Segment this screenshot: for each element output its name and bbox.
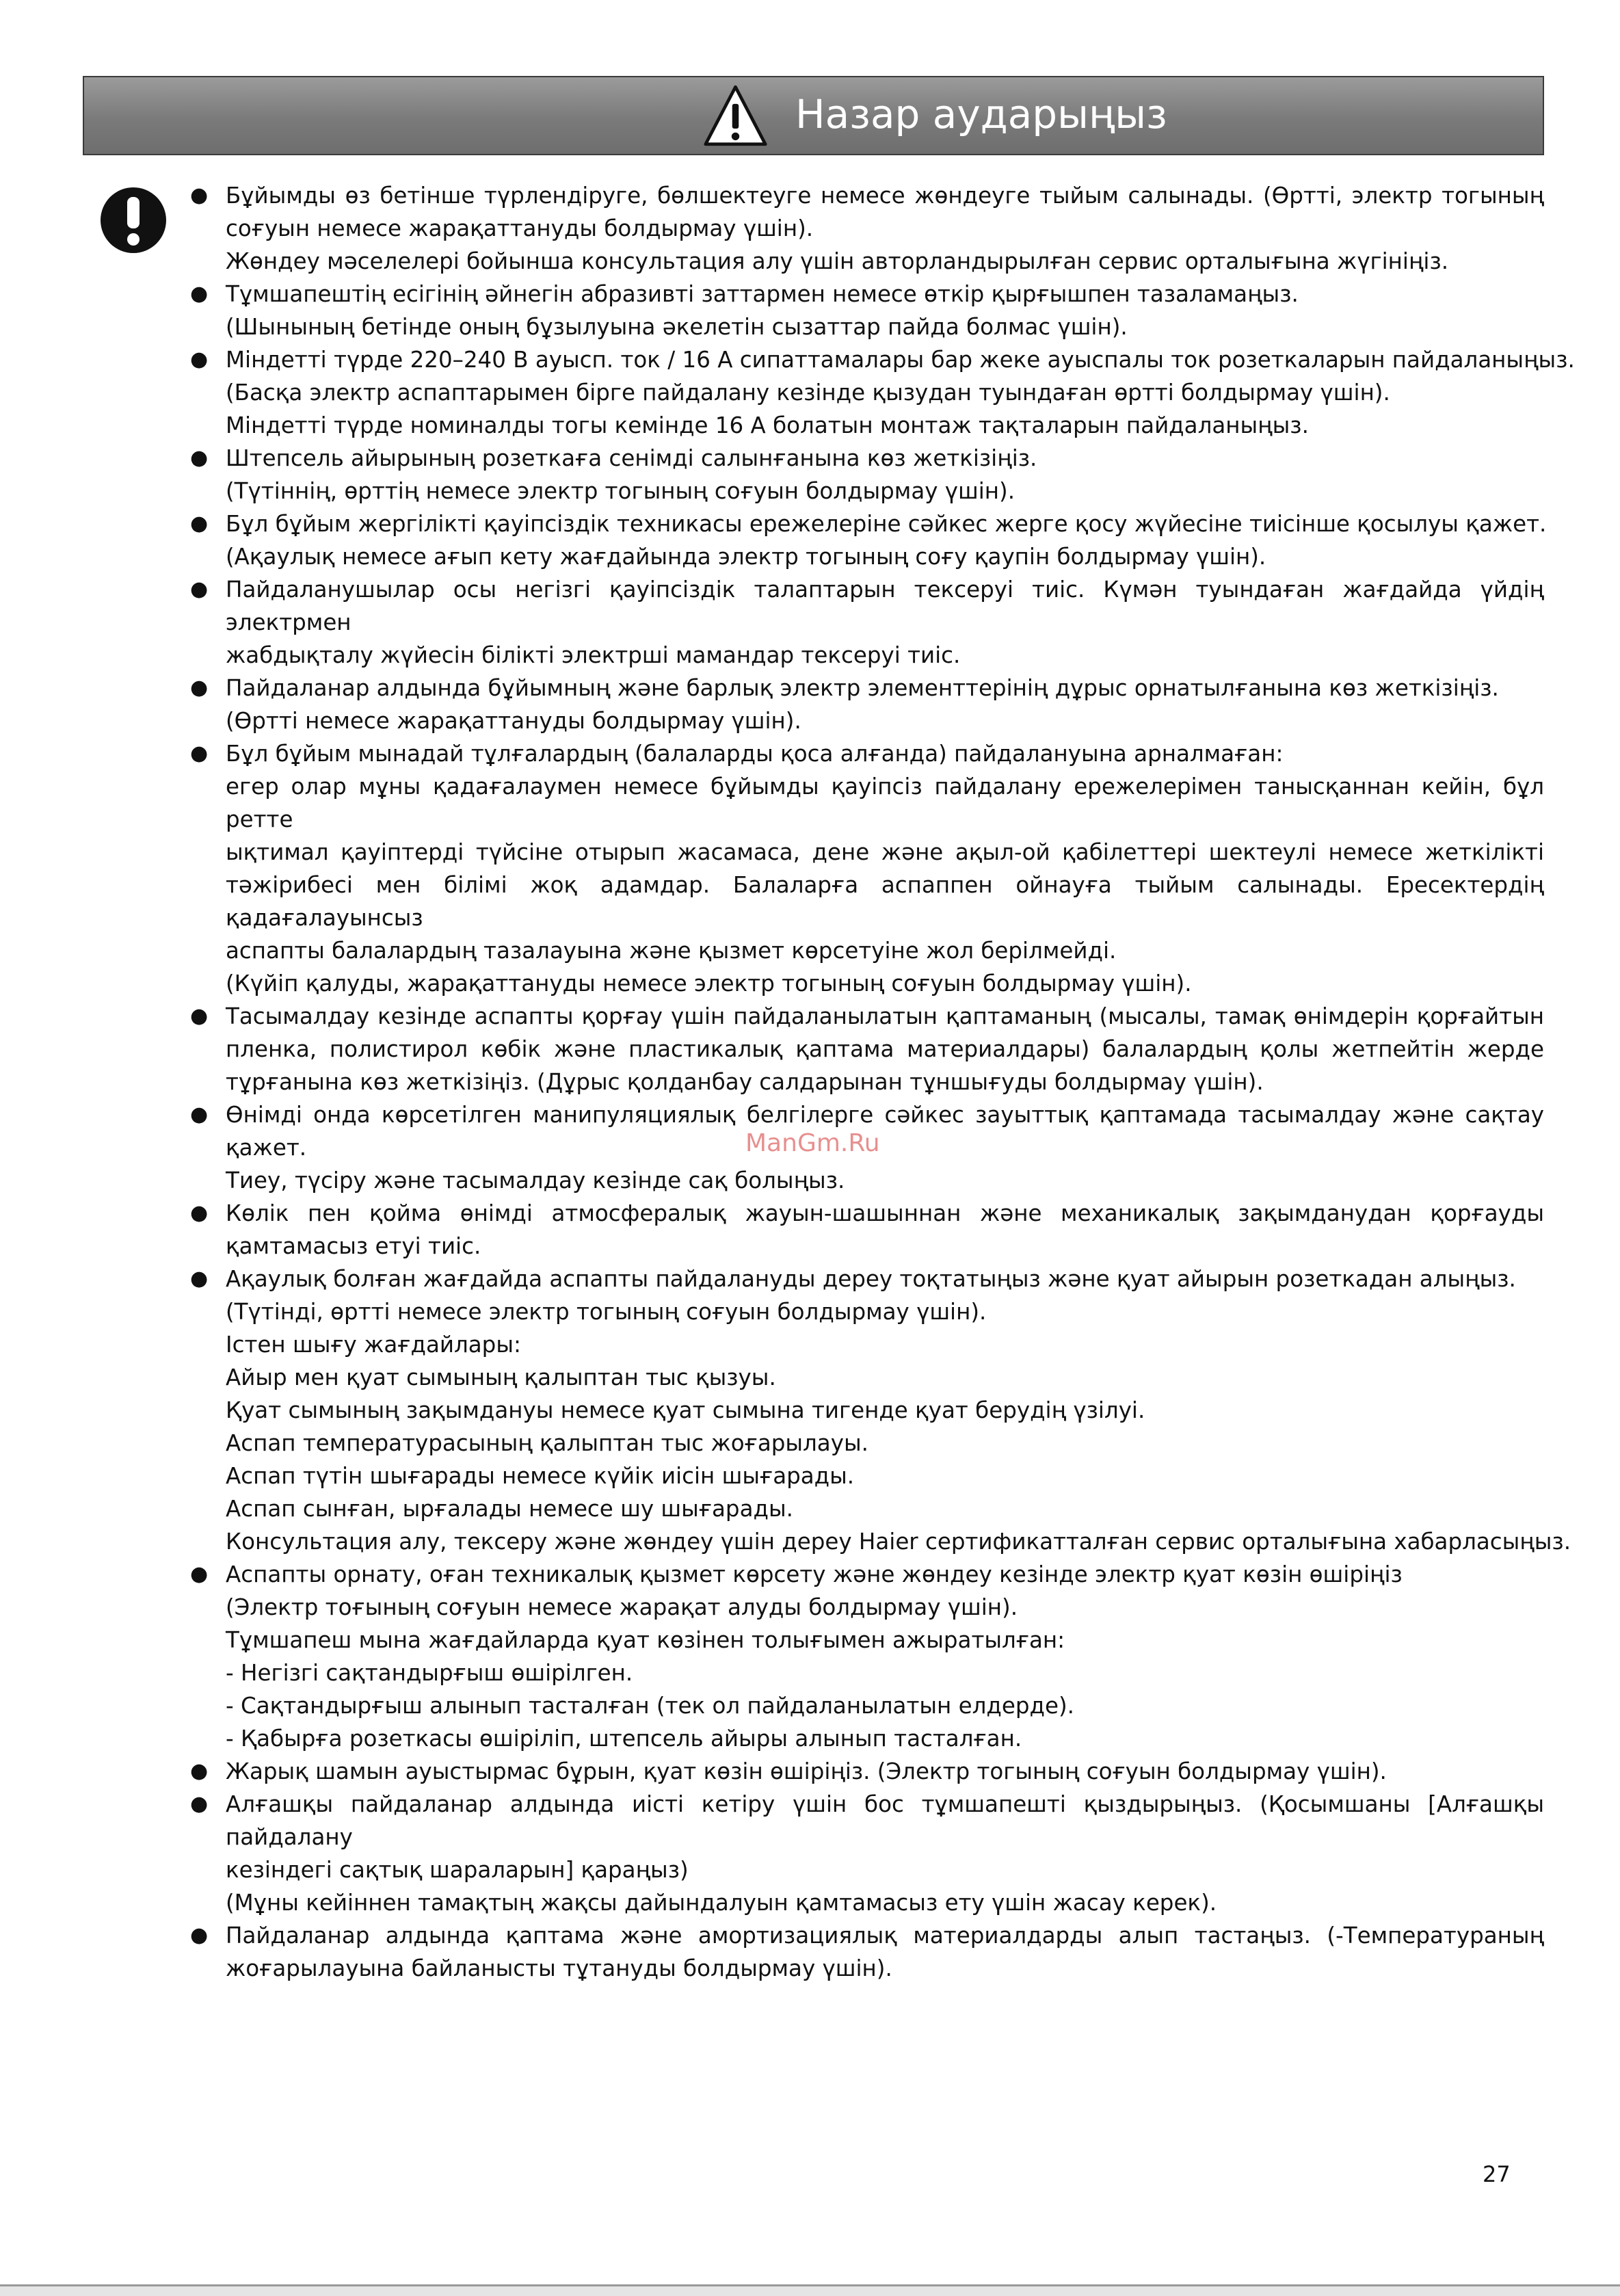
warning-item [190,278,1544,343]
warning-line: тәжірибесі мен білімі жоқ адамдар. Балаларға аспаппен ойнауға тыйым салынады. Ересектердің қадағалауынсыз [226,872,1544,931]
warning-line: Аспапты орнату, оған техникалық қызмет көрсету және жөндеу кезінде электр қуат көзін өшіріңіз [226,1561,1403,1587]
warning-line: Алғашқы пайдаланар алдында иісті кетіру үшін бос тұмшапешті қыздырыңыз. (Қосымшаны [Алғашқы пайдалану [226,1791,1544,1850]
warning-item [190,1755,1544,1788]
warning-line: Аспап түтін шығарады немесе күйік иісін шығарады. [226,1463,855,1489]
mandatory-exclamation-icon [99,186,168,254]
warning-line: Бұйымды өз бетінше түрлендіруге, бөлшектеуге немесе жөндеуге тыйым салынады. (Өртті, электр тогының [226,183,1544,209]
warning-line: Ақаулық болған жағдайда аспапты пайдалануды дереу тоқтатыңыз және қуат айырын розеткадан алыңыз. [226,1266,1516,1292]
warning-line: Бұл бұйым жергілікті қауіпсіздік техникасы ережелеріне сәйкес жерге қосу жүйесіне тиісінше қосылуы қажет. [226,511,1547,537]
warning-line: Штепсель айырының розеткаға сенімді салынғанына көз жеткізіңіз. [226,445,1037,471]
warning-list [190,179,1575,1985]
bullet-icon: ● [190,183,209,207]
warning-line: Бұл бұйым мынадай тұлғалардың (балаларды қоса алғанда) пайдалануына арналмаған: [226,741,1284,767]
warning-line: соғуын немесе жарақаттануды болдырмау үшін). [226,215,814,241]
warning-line: - Негізгі сақтандырғыш өшірілген. [226,1660,633,1686]
bullet-icon: ● [190,1792,209,1816]
warning-line: (Электр тоғының соғуын немесе жарақат алуды болдырмау үшін). [226,1594,1018,1620]
warning-line: Міндетті түрде номиналды тогы кемінде 16 А болатын монтаж тақталарын пайдаланыңыз. [226,412,1309,438]
bullet-icon: ● [190,1759,209,1783]
warning-line: Айыр мен қуат сымының қалыптан тыс қызуы. [226,1364,776,1390]
warning-line: қамтамасыз етуі тиіс. [226,1233,481,1259]
warning-line: (Түтіннің, өрттің немесе электр тогының соғуын болдырмау үшін). [226,478,1015,504]
warning-line: егер олар мұны қадағалаумен немесе бұйымды қауіпсіз пайдалану ережелерімен танысқаннан кейін, бұл ретте [226,774,1544,832]
warning-line: Жарық шамын ауыстырмас бұрын, қуат көзін өшіріңіз. (Электр тогының соғуын болдырмау үшін). [226,1758,1387,1784]
bullet-icon: ● [190,282,209,306]
warning-item [190,737,1544,1000]
warning-line: (Мұны кейіннен тамақтың жақсы дайындалуын қамтамасыз ету үшін жасау керек). [226,1890,1217,1916]
warning-line: жоғарылауына байланысты тұтануды болдырмау үшін). [226,1955,892,1981]
page-number: 27 [1483,2161,1511,2187]
warning-line: (Басқа электр аспаптарымен бірге пайдалану кезінде қызудан туындаған өртті болдырмау үшін). [226,380,1390,406]
bullet-icon: ● [190,1923,209,1947]
warning-item [190,573,1544,672]
bullet-icon: ● [190,577,209,601]
warning-line: Аспап температурасының қалыптан тыс жоғарылауы. [226,1430,868,1456]
warning-line: Жөндеу мәселелері бойынша консультация алу үшін авторландырылған сервис орталығына жүгініңіз. [226,248,1449,274]
warning-line: Тұмшапештің есігінің әйнегін абразивті заттармен немесе өткір қырғышпен тазаламаңыз. [226,281,1299,307]
bullet-icon: ● [190,446,209,470]
warning-line: (Ақаулық немесе ағып кету жағдайында электр тогының соғу қаупін болдырмау үшін). [226,544,1266,570]
warning-line: Тасымалдау кезінде аспапты қорғау үшін пайдаланылатын қаптаманың (мысалы, тамақ өнімдерін қорғайтын [226,1003,1544,1029]
warning-line: Қуат сымының зақымдануы немесе қуат сымына тигенде қуат берудің үзілуі. [226,1397,1145,1423]
warning-line: ықтимал қауіптерді түйсіне отырып жасамаса, дене және ақыл-ой қабілеттері шектеулі немесе жеткілікті [226,839,1544,865]
warning-line: Тиеу, түсіру және тасымалдау кезінде сақ болыңыз. [226,1167,845,1193]
bullet-icon: ● [190,1267,209,1291]
page-title: Назар аударыңыз [795,91,1167,137]
warning-item [190,179,1544,278]
warning-item [190,442,1544,507]
watermark: ManGm.Ru [745,1129,880,1157]
warning-line: - Сақтандырғыш алынып тасталған (тек ол пайдаланылатын елдерде). [226,1693,1074,1719]
bullet-icon: ● [190,741,209,765]
bullet-icon: ● [190,1103,209,1126]
bullet-icon: ● [190,676,209,700]
warning-line: - Қабырға розеткасы өшіріліп, штепсель айыры алынып тасталған. [226,1726,1022,1752]
bullet-icon: ● [190,1201,209,1225]
section-header [83,76,1544,155]
warning-line: Консультация алу, тексеру және жөндеу үшін дереу Haier сертификатталған сервис орталығына хабарласыңыз. [226,1529,1571,1555]
warning-line: кезіндегі сақтық шараларын] қараңыз) [226,1857,689,1883]
warning-line: тұрғанына көз жеткізіңіз. (Дұрыс қолданбау салдарынан тұншығуды болдырмау үшін). [226,1069,1264,1095]
bullet-icon: ● [190,1004,209,1028]
warning-line: жабдықталу жүйесін білікті электрші мамандар тексеруі тиіс. [226,642,961,668]
warning-item [190,1919,1544,1985]
warning-line: Істен шығу жағдайлары: [226,1332,521,1358]
warning-line: Міндетті түрде 220–240 В ауысп. ток / 16 А сипаттамалары бар жеке ауыспалы ток розеткаларын пайдаланыңыз. [226,347,1575,373]
warning-item [190,507,1547,573]
warning-line: (Түтінді, өртті немесе электр тогының соғуын болдырмау үшін). [226,1299,987,1325]
bottom-rule [0,2284,1620,2296]
warning-item [190,1000,1544,1098]
warning-triangle-icon [703,84,768,147]
warning-line: (Өртті немесе жарақаттануды болдырмау үшін). [226,708,801,734]
warning-item [190,1558,1544,1755]
warning-line: (Шынының бетінде оның бұзылуына әкелетін сызаттар пайда болмас үшін). [226,314,1128,340]
warning-line: Пайдаланушылар осы негізгі қауіпсіздік талаптарын тексеруі тиіс. Күмән туындаған жағдайда үйдің электрмен [226,577,1544,635]
warning-line: Өнімді онда көрсетілген манипуляциялық белгілерге сәйкес зауыттық қаптамада тасымалдау және сақтау қажет. [226,1102,1544,1161]
warning-line: Пайдаланар алдында бұйымның және барлық электр элементтерінің дұрыс орнатылғанына көз жеткізіңіз. [226,675,1499,701]
bullet-icon: ● [190,1562,209,1586]
warning-line: Тұмшапеш мына жағдайларда қуат көзінен толығымен ажыратылған: [226,1627,1065,1653]
bullet-icon: ● [190,347,209,371]
warning-item [190,1263,1571,1558]
warning-line: Аспап сынған, ырғалады немесе шу шығарады. [226,1496,793,1522]
warning-line: Көлік пен қойма өнімді атмосфералық жауын-шашыннан және механикалық зақымданудан қорғауды [226,1200,1544,1226]
warning-line: пленка, полистирол көбік және пластикалық қаптама материалдары) балалардың қолы жетпейтін жерде [226,1036,1544,1062]
warning-item [190,1788,1544,1919]
warning-line: (Күйіп қалуды, жарақаттануды немесе электр тогының соғуын болдырмау үшін). [226,971,1192,997]
warning-item [190,672,1544,737]
warning-item [190,343,1575,442]
warning-line: аспапты балалардың тазалауына және қызмет көрсетуіне жол берілмейді. [226,938,1117,964]
warning-item [190,1197,1544,1263]
bullet-icon: ● [190,512,209,536]
warning-line: Пайдаланар алдында қаптама және амортизациялық материалдарды алып тастаңыз. (-Температураның [226,1923,1544,1949]
